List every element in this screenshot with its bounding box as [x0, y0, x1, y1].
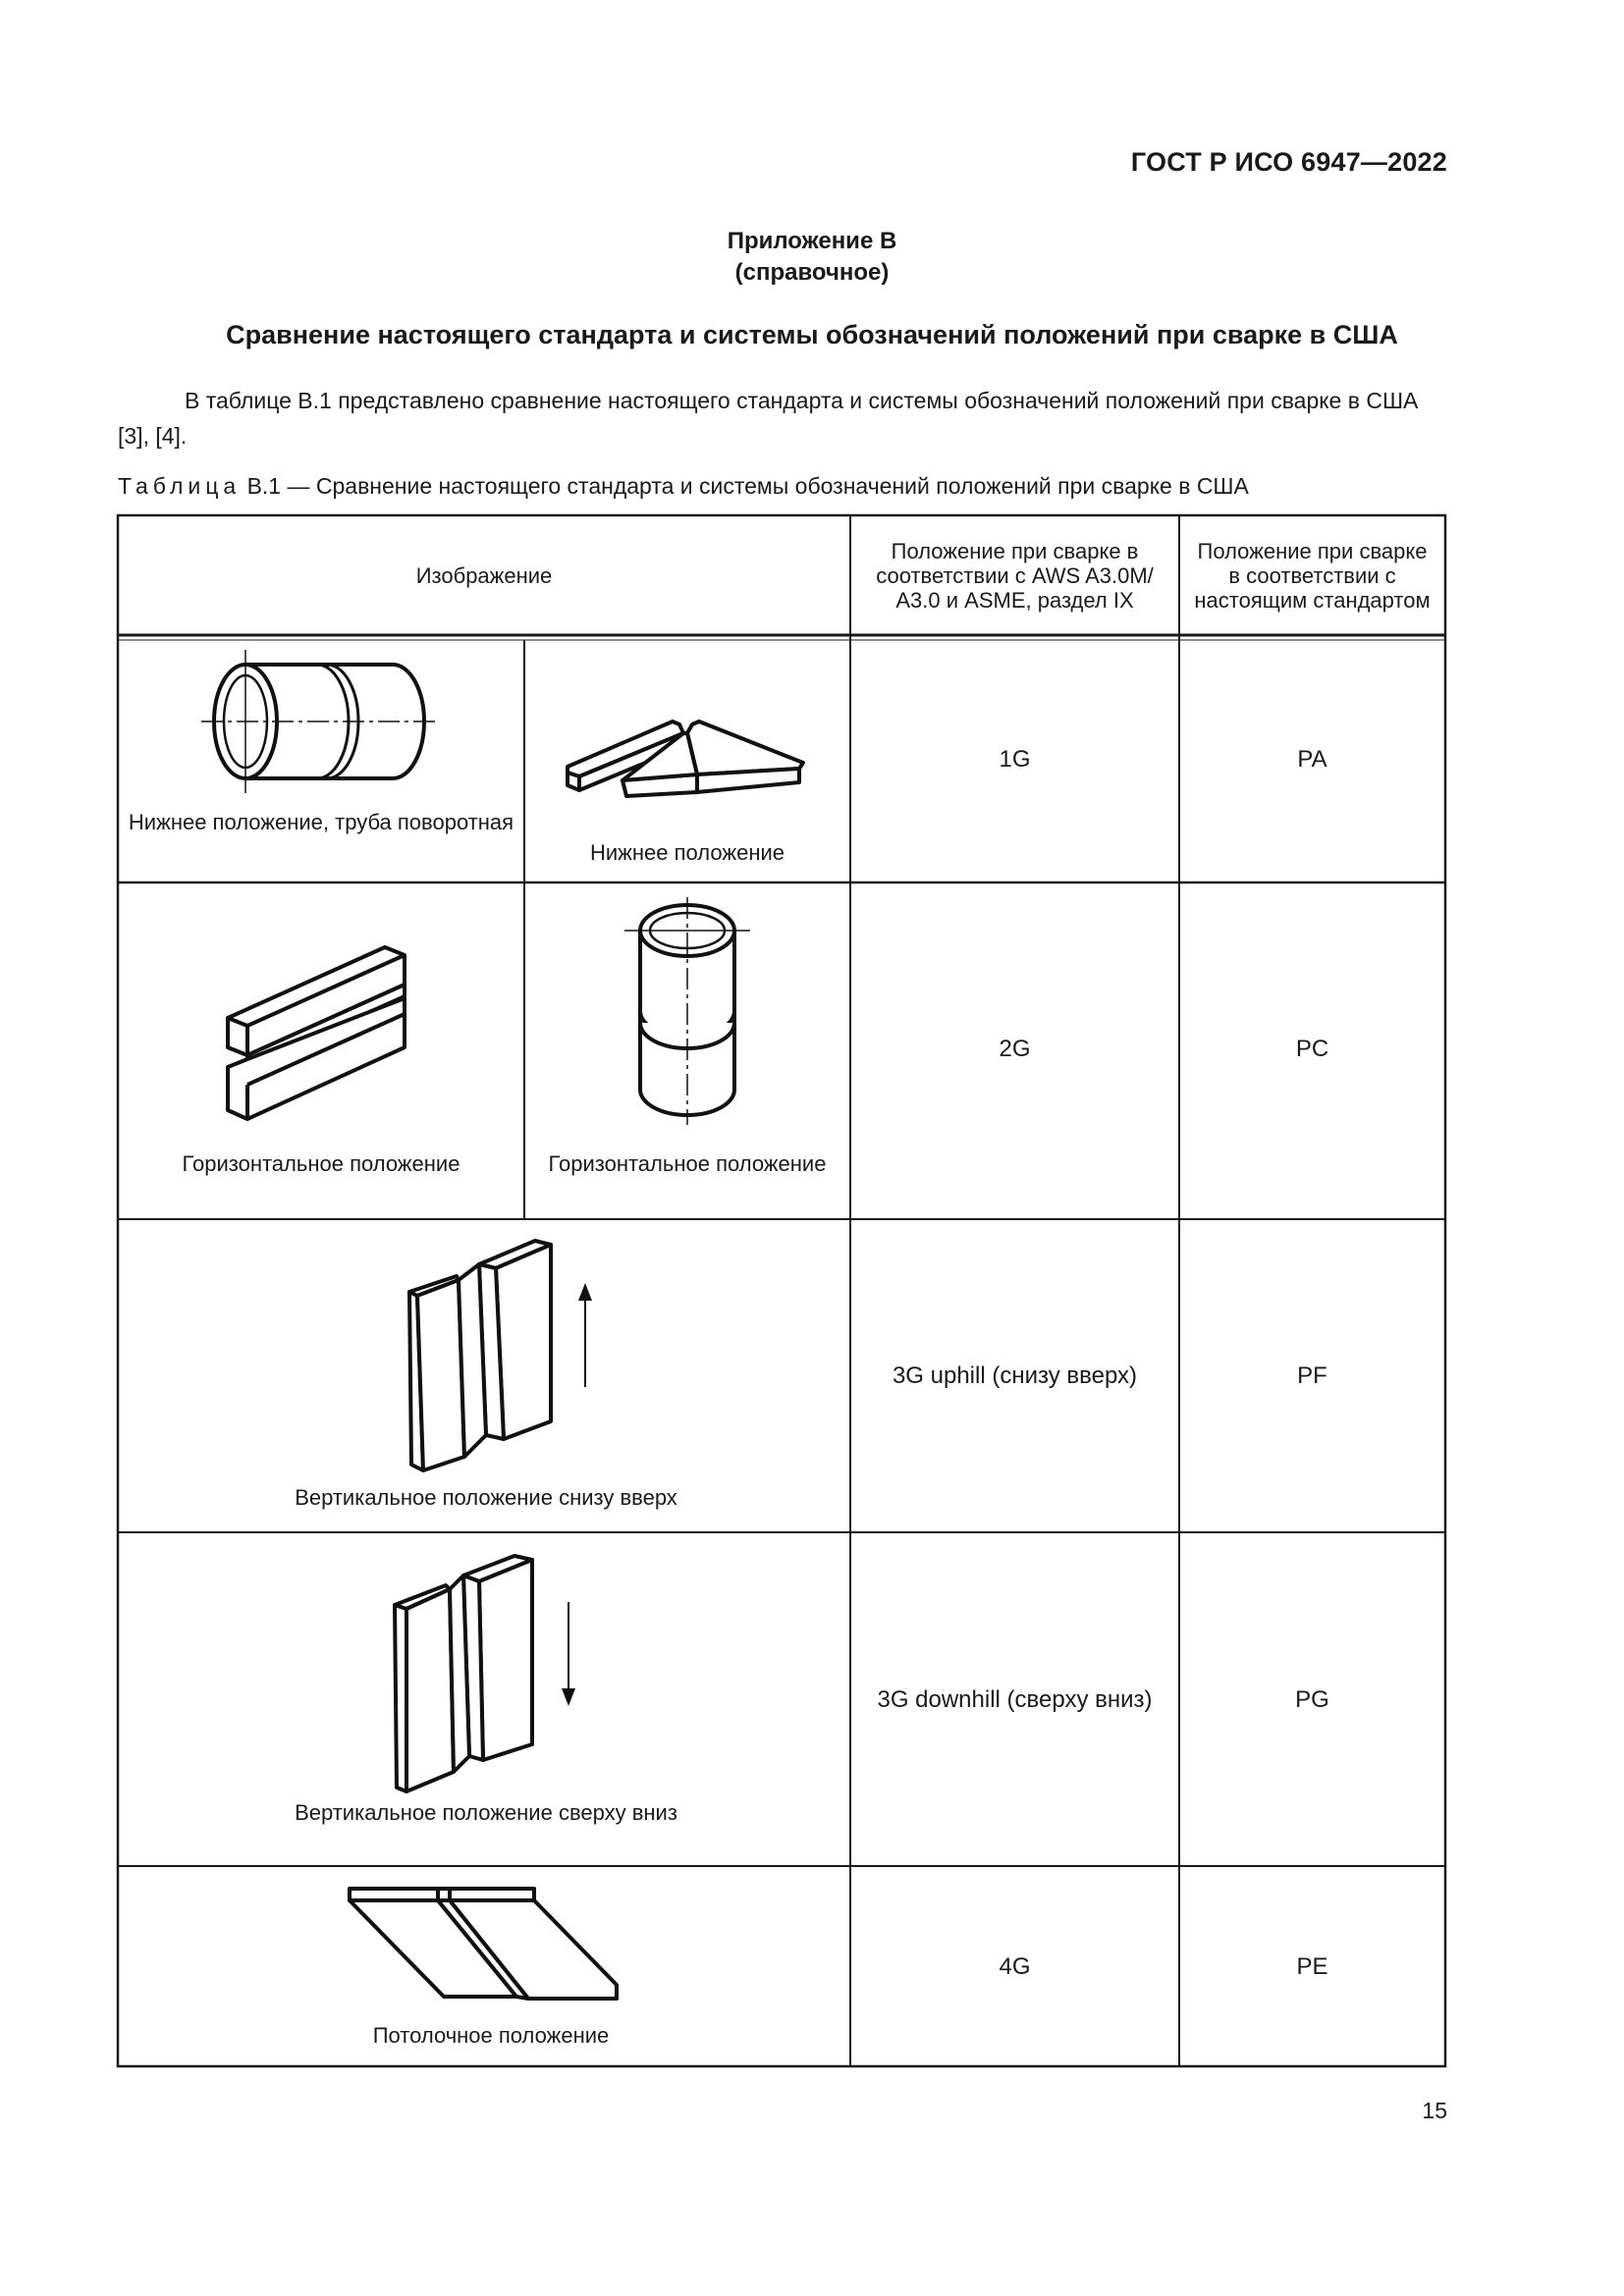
row4-iso-position: PG [1295, 1686, 1329, 1713]
plate-vertical-downhill-illustration [385, 1546, 571, 1801]
header-image: Изображение [415, 562, 553, 588]
table-caption-prefix: Таблица [118, 473, 242, 499]
row4-aws-position: 3G downhill (сверху вниз) [877, 1686, 1153, 1713]
pipe-horizontal-illustration [619, 893, 756, 1129]
arrow-up-icon [573, 1281, 597, 1389]
row5-aws-position: 4G [999, 1953, 1031, 1980]
row1-label-plate: Нижнее положение [590, 840, 785, 865]
row1-aws-position: 1G [999, 746, 1031, 773]
row3-aws-position: 3G uphill (снизу вверх) [892, 1362, 1138, 1389]
section-title: Сравнение настоящего стандарта и системы обозначений положений при сварке в США [226, 320, 1398, 349]
plate-horizontal-illustration [218, 937, 414, 1134]
row2-aws-position: 2G [999, 1036, 1031, 1062]
annex-status: (справочное) [734, 259, 890, 286]
row2-iso-position: PC [1295, 1036, 1329, 1062]
row4-label: Вертикальное положение сверху вниз [295, 1800, 677, 1825]
intro-paragraph: В таблице В.1 представлено сравнение настоящего стандарта и системы обозначений положений при сварке в США [3], [4]. [118, 388, 1419, 449]
arrow-down-icon [557, 1600, 580, 1708]
header-aws: Положение при сварке в соответствии с AWS A3.0M/ A3.0 и ASME, раздел IX [876, 538, 1154, 613]
row2-label-pipe: Горизонтальное положение [548, 1151, 827, 1176]
row2-label-plate: Горизонтальное положение [182, 1151, 460, 1176]
page-number: 15 [1422, 2098, 1447, 2123]
document-header: ГОСТ Р ИСО 6947—2022 [1130, 147, 1447, 177]
annex-title: Приложение В [727, 228, 897, 254]
plate-overhead-illustration [342, 1883, 626, 2005]
row3-iso-position: PF [1297, 1362, 1327, 1389]
table-caption-text: В.1 — Сравнение настоящего стандарта и системы обозначений положений при сварке в США [246, 473, 1249, 499]
plate-flat-illustration [560, 712, 815, 810]
row5-label: Потолочное положение [372, 2023, 610, 2048]
rotated-pipe-flat-illustration [191, 648, 447, 795]
row1-iso-position: PA [1297, 746, 1327, 773]
row1-label-pipe: Нижнее положение, труба поворотная [128, 810, 514, 834]
row3-label: Вертикальное положение снизу вверх [295, 1485, 677, 1510]
row5-iso-position: PE [1296, 1953, 1328, 1980]
header-iso: Положение при сварке в соответствии с настоящим стандартом [1194, 538, 1431, 613]
